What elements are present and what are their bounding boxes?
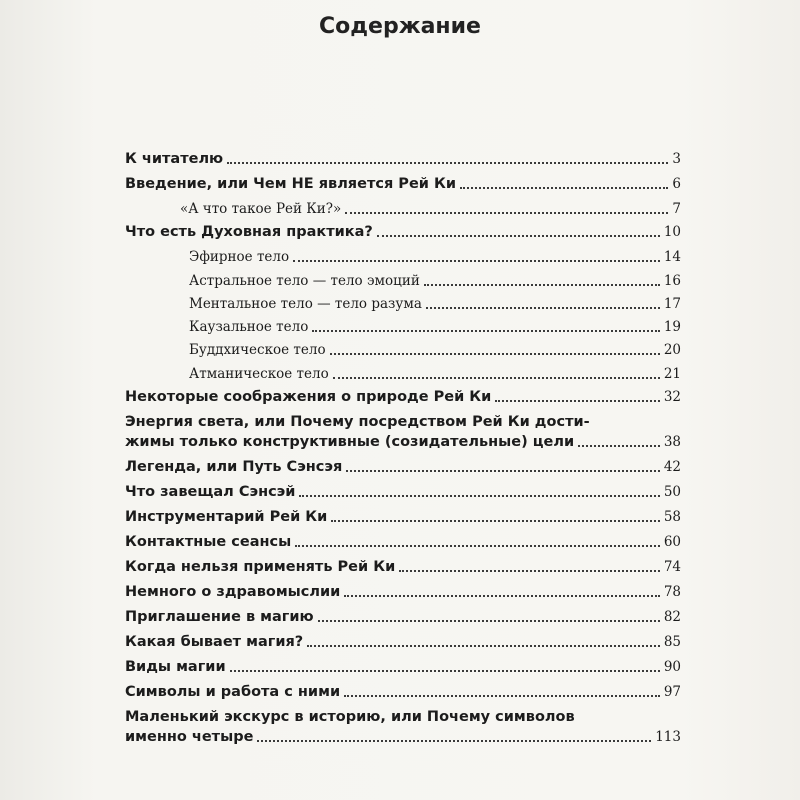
entry-title: «А что такое Рей Ки?»	[180, 201, 342, 217]
entry-title: Немного о здравомыслии	[125, 584, 341, 601]
page-number: 78	[663, 584, 681, 601]
dot-leader	[227, 162, 668, 164]
toc-chapter-entry[interactable]	[125, 557, 681, 577]
entry-title: Эфирное тело	[189, 249, 290, 266]
entry-title: Символы и работа с ними	[125, 684, 341, 701]
entry-title: Легенда, или Путь Сэнсэя	[125, 459, 343, 476]
toc-chapter-entry[interactable]	[125, 412, 681, 452]
table-of-contents	[125, 146, 681, 752]
dot-leader	[424, 284, 660, 286]
toc-section-entry[interactable]	[125, 364, 681, 384]
toc-section-entry[interactable]	[125, 247, 681, 267]
entry-title: Контактные сеансы	[125, 534, 292, 551]
page-number: 10	[663, 224, 681, 241]
page-title: Содержание	[319, 14, 481, 39]
entry-title-line1: Энергия света, или Почему посредством Рей Ки дости-	[125, 414, 590, 431]
dot-leader	[333, 377, 660, 379]
dot-leader	[331, 520, 660, 522]
entry-title: Приглашение в магию	[125, 609, 314, 626]
entry-title: К читателю	[125, 151, 224, 167]
toc-chapter-entry[interactable]	[125, 582, 681, 602]
dot-leader	[330, 353, 660, 355]
toc-section-entry[interactable]	[125, 340, 681, 360]
entry-title: Некоторые соображения о природе Рей Ки	[125, 389, 492, 406]
entry-title: жимы только конструктивные (созидательные) цели	[125, 434, 575, 451]
page-number: 17	[663, 295, 681, 312]
page-number: 38	[663, 434, 681, 451]
page-number: 21	[663, 365, 681, 382]
entry-title: Что завещал Сэнсэй	[125, 484, 296, 501]
page-number: 74	[663, 559, 681, 576]
dot-leader	[257, 740, 651, 742]
entry-title: именно четыре	[125, 729, 254, 746]
toc-chapter-entry[interactable]	[125, 482, 681, 502]
toc-section-entry[interactable]	[125, 294, 681, 314]
entry-title: Атманическое тело	[189, 365, 329, 382]
dot-leader	[377, 235, 660, 237]
toc-section-entry[interactable]	[125, 199, 681, 219]
page-number: 7	[672, 201, 681, 217]
toc-chapter-entry[interactable]	[125, 707, 681, 747]
toc-chapter-entry[interactable]	[125, 222, 681, 242]
toc-chapter-entry[interactable]	[125, 387, 681, 407]
entry-title: Виды магии	[125, 659, 226, 676]
entry-title: Когда нельзя применять Рей Ки	[125, 559, 396, 576]
dot-leader	[426, 307, 660, 309]
entry-title: Астральное тело — тело эмоций	[189, 272, 420, 289]
entry-title: Введение, или Чем НЕ является Рей Ки	[125, 176, 456, 192]
page-number: 6	[672, 176, 681, 192]
entry-title: Ментальное тело — тело разума	[189, 295, 422, 312]
dot-leader	[295, 545, 660, 547]
dot-leader	[344, 595, 659, 597]
toc-chapter-entry[interactable]	[125, 657, 681, 677]
entry-title: Каузальное тело	[189, 319, 309, 336]
toc-chapter-entry[interactable]	[125, 682, 681, 702]
toc-section-entry[interactable]	[125, 317, 681, 337]
dot-leader	[495, 400, 660, 402]
dot-leader	[344, 695, 660, 697]
toc-chapter-entry[interactable]	[125, 632, 681, 652]
dot-leader	[345, 212, 668, 214]
page-number: 113	[655, 729, 681, 746]
page-number: 32	[663, 389, 681, 406]
dot-leader	[293, 260, 660, 262]
dot-leader	[299, 495, 659, 497]
dot-leader	[307, 645, 660, 647]
dot-leader	[230, 670, 660, 672]
toc-chapter-entry[interactable]	[125, 532, 681, 552]
page-number: 14	[663, 249, 681, 266]
toc-chapter-entry[interactable]	[125, 507, 681, 527]
page-number: 97	[663, 684, 681, 701]
dot-leader	[578, 445, 660, 447]
toc-chapter-entry[interactable]	[125, 174, 681, 194]
dot-leader	[346, 470, 660, 472]
entry-title: Какая бывает магия?	[125, 634, 304, 651]
toc-section-entry[interactable]	[125, 271, 681, 291]
page-number: 3	[672, 151, 681, 167]
dot-leader	[312, 330, 659, 332]
toc-chapter-entry[interactable]	[125, 457, 681, 477]
page-number: 19	[663, 319, 681, 336]
entry-title: Буддхическое тело	[189, 342, 326, 359]
page-number: 20	[663, 342, 681, 359]
page-number: 58	[663, 509, 681, 526]
page-number: 82	[663, 609, 681, 626]
page-number: 42	[663, 459, 681, 476]
entry-title: Инструментарий Рей Ки	[125, 509, 328, 526]
toc-chapter-entry[interactable]	[125, 607, 681, 627]
toc-chapter-entry[interactable]	[125, 149, 681, 169]
entry-title-line1: Маленький экскурс в историю, или Почему символов	[125, 709, 575, 726]
entry-title: Что есть Духовная практика?	[125, 224, 373, 241]
dot-leader	[318, 620, 660, 622]
page-number: 16	[663, 272, 681, 289]
page-number: 60	[663, 534, 681, 551]
dot-leader	[399, 570, 660, 572]
page-number: 85	[663, 634, 681, 651]
page-number: 90	[663, 659, 681, 676]
page-number: 50	[663, 484, 681, 501]
dot-leader	[460, 187, 668, 189]
